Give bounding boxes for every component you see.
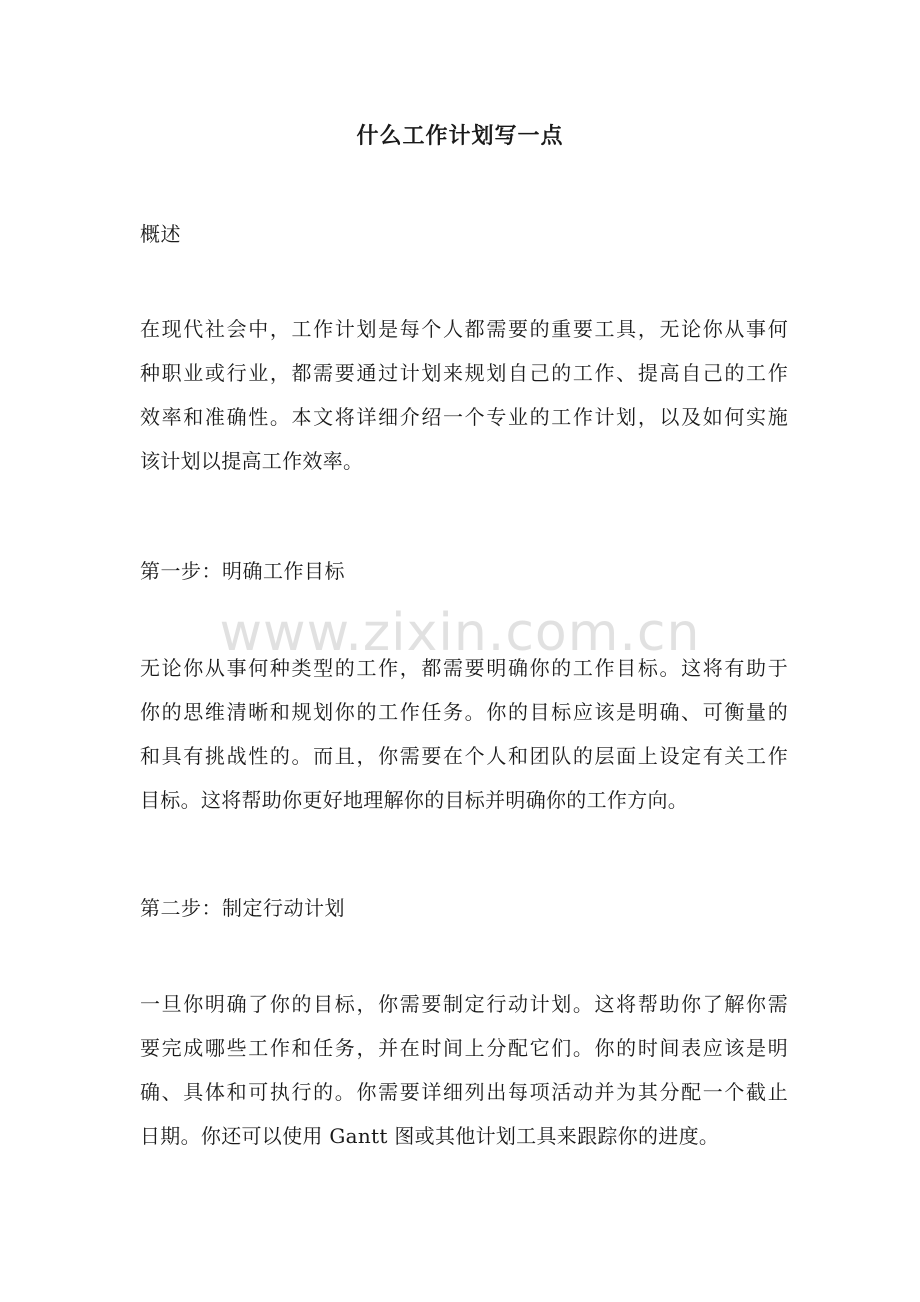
section-heading-overview: 概述	[140, 222, 181, 246]
paragraph-line: 该计划以提高工作效率。	[140, 449, 364, 473]
watermark: www.zixin.com.cn	[219, 603, 701, 663]
section-heading-step-two: 第二步：制定行动计划	[140, 896, 345, 920]
document-title: 什么工作计划写一点	[356, 123, 564, 149]
section-paragraph-step-one	[140, 646, 788, 822]
paragraph-line: 你的思维清晰和规划你的工作任务。你的目标应该是明确、可衡量的	[140, 700, 788, 724]
section-paragraph-step-two	[140, 982, 788, 1158]
paragraph-line: 效率和准确性。本文将详细介绍一个专业的工作计划，以及如何实施	[140, 405, 788, 429]
paragraph-line: 在现代社会中，工作计划是每个人都需要的重要工具，无论你从事何	[140, 317, 788, 341]
paragraph-line: 目标。这将帮助你更好地理解你的目标并明确你的工作方向。	[140, 788, 689, 812]
paragraph-line: 确、具体和可执行的。你需要详细列出每项活动并为其分配一个截止	[140, 1080, 788, 1104]
section-heading-step-one: 第一步：明确工作目标	[140, 559, 345, 583]
section-paragraph-overview	[140, 307, 788, 483]
paragraph-line: 一旦你明确了你的目标，你需要制定行动计划。这将帮助你了解你需	[140, 992, 788, 1016]
paragraph-line: 无论你从事何种类型的工作，都需要明确你的工作目标。这将有助于	[140, 656, 788, 680]
paragraph-line: 和具有挑战性的。而且，你需要在个人和团队的层面上设定有关工作	[140, 744, 788, 768]
paragraph-line: 日期。你还可以使用 Gantt 图或其他计划工具来跟踪你的进度。	[140, 1124, 720, 1148]
paragraph-line: 要完成哪些工作和任务，并在时间上分配它们。你的时间表应该是明	[140, 1036, 788, 1060]
paragraph-line: 种职业或行业，都需要通过计划来规划自己的工作、提高自己的工作	[140, 361, 788, 385]
